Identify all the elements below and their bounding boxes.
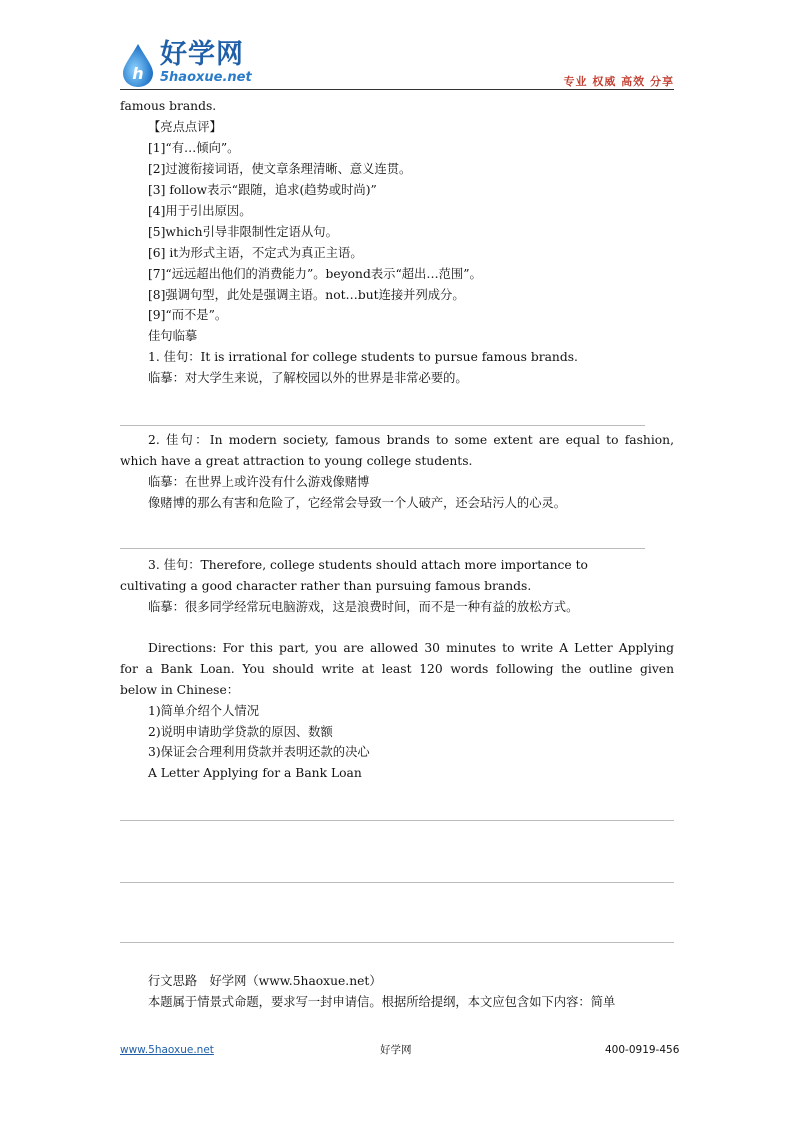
text-line: [3] follow表示“跟随，追求(趋势或时尚)”	[148, 183, 377, 197]
svg-text:h: h	[132, 64, 144, 83]
text-line: [9]“而不是”。	[148, 308, 228, 322]
answer-blank-line[interactable]	[120, 425, 645, 426]
text-line: 像赌博的那么有害和危险了，它经常会导致一个人破产，还会玷污人的心灵。	[148, 496, 567, 510]
text-line: 临摹：在世界上或许没有什么游戏像赌博	[148, 475, 370, 489]
footer-phone: 400-0919-456	[605, 1044, 680, 1056]
text-line: [8]强调句型，此处是强调主语。not…but连接并列成分。	[148, 288, 465, 302]
text-line: which have a great attraction to young college students.	[120, 454, 473, 468]
text-line: 临摹：对大学生来说，了解校园以外的世界是非常必要的。	[148, 371, 468, 385]
text-line: [1]“有…倾向”。	[148, 141, 240, 155]
text-line: cultivating a good character rather than pursuing famous brands.	[120, 579, 532, 593]
text-line: 3. 佳句：Therefore, college students should attach more importance to	[148, 558, 588, 572]
text-line: [2]过渡衔接词语，使文章条理清晰、意义连贯。	[148, 162, 412, 176]
section-heading: 行文思路 好学网（www.5haoxue.net）	[148, 974, 382, 988]
text-line: Directions: For this part, you are allowed 30 minutes to write A Letter Applying	[148, 641, 674, 655]
logo-sub-text: 5haoxue.net	[160, 70, 252, 85]
text-line: [6] it为形式主语，不定式为真正主语。	[148, 246, 363, 260]
text-line: 临摹：很多同学经常玩电脑游戏，这是浪费时间，而不是一种有益的放松方式。	[148, 600, 579, 614]
logo-main-text: 好学网	[160, 39, 244, 70]
footer-site-link[interactable]: www.5haoxue.net	[120, 1044, 214, 1056]
header-divider	[120, 89, 674, 90]
water-drop-logo-icon	[120, 42, 156, 88]
answer-blank-line[interactable]	[120, 548, 645, 549]
header-slogan: 专业 权威 高效 分享	[563, 75, 674, 88]
text-line: for a Bank Loan. You should write at least 120 words following the outline given	[120, 662, 674, 676]
text-line: [7]“远远超出他们的消费能力”。beyond表示“超出…范围”。	[148, 267, 482, 281]
footer-site-name: 好学网	[380, 1044, 412, 1056]
text-line: 本题属于情景式命题，要求写一封申请信。根据所给提纲，本文应包含如下内容：简单	[148, 995, 616, 1009]
section-heading: 【亮点点评】	[148, 120, 222, 134]
text-line: below in Chinese：	[120, 683, 240, 697]
outline-item: 3)保证会合理利用贷款并表明还款的决心	[148, 745, 370, 759]
text-line: [4]用于引出原因。	[148, 204, 252, 218]
essay-title: A Letter Applying for a Bank Loan	[148, 766, 362, 780]
answer-blank-line[interactable]	[120, 820, 674, 821]
text-line: 2. 佳句：In modern society, famous brands to some extent are equal to fashion,	[148, 433, 674, 447]
outline-item: 1)简单介绍个人情况	[148, 704, 259, 718]
section-heading: 佳句临摹	[148, 329, 198, 343]
outline-item: 2)说明申请助学贷款的原因、数额	[148, 725, 333, 739]
text-line: 1. 佳句：It is irrational for college students to pursue famous brands.	[148, 350, 578, 364]
site-logo[interactable]	[120, 38, 250, 90]
text-line: [5]which引导非限制性定语从句。	[148, 225, 338, 239]
answer-blank-line[interactable]	[120, 882, 674, 883]
page-header	[120, 38, 674, 90]
answer-blank-line[interactable]	[120, 942, 674, 943]
text-line: famous brands.	[120, 99, 217, 113]
